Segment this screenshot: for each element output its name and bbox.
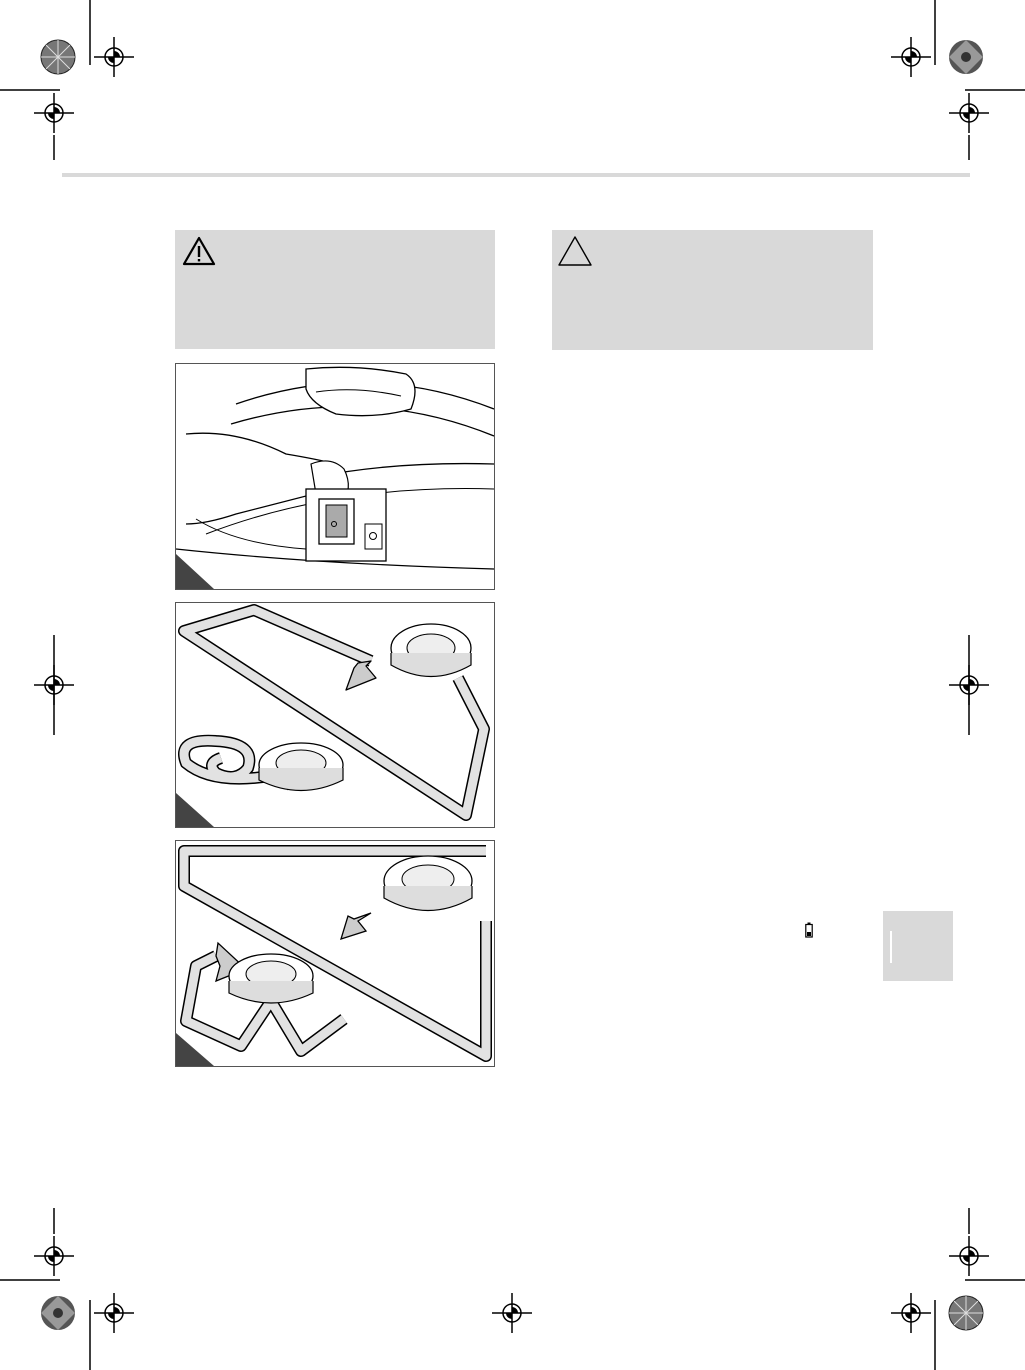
battery-icon xyxy=(805,922,813,938)
side-tab xyxy=(883,911,953,981)
header-rule xyxy=(62,173,970,177)
warning-box-right xyxy=(552,230,873,350)
figure-power-switch xyxy=(175,363,495,590)
figure-edge-mode xyxy=(175,840,495,1067)
side-tab-mark xyxy=(890,931,892,963)
warning-box-left xyxy=(175,230,495,349)
warning-exclamation-icon xyxy=(182,236,216,266)
figure-spiral-mode xyxy=(175,602,495,828)
edge-mode-illustration xyxy=(176,841,494,1066)
warning-triangle-icon xyxy=(557,235,593,267)
spiral-mode-illustration xyxy=(176,603,494,827)
power-switch-illustration xyxy=(176,364,494,589)
